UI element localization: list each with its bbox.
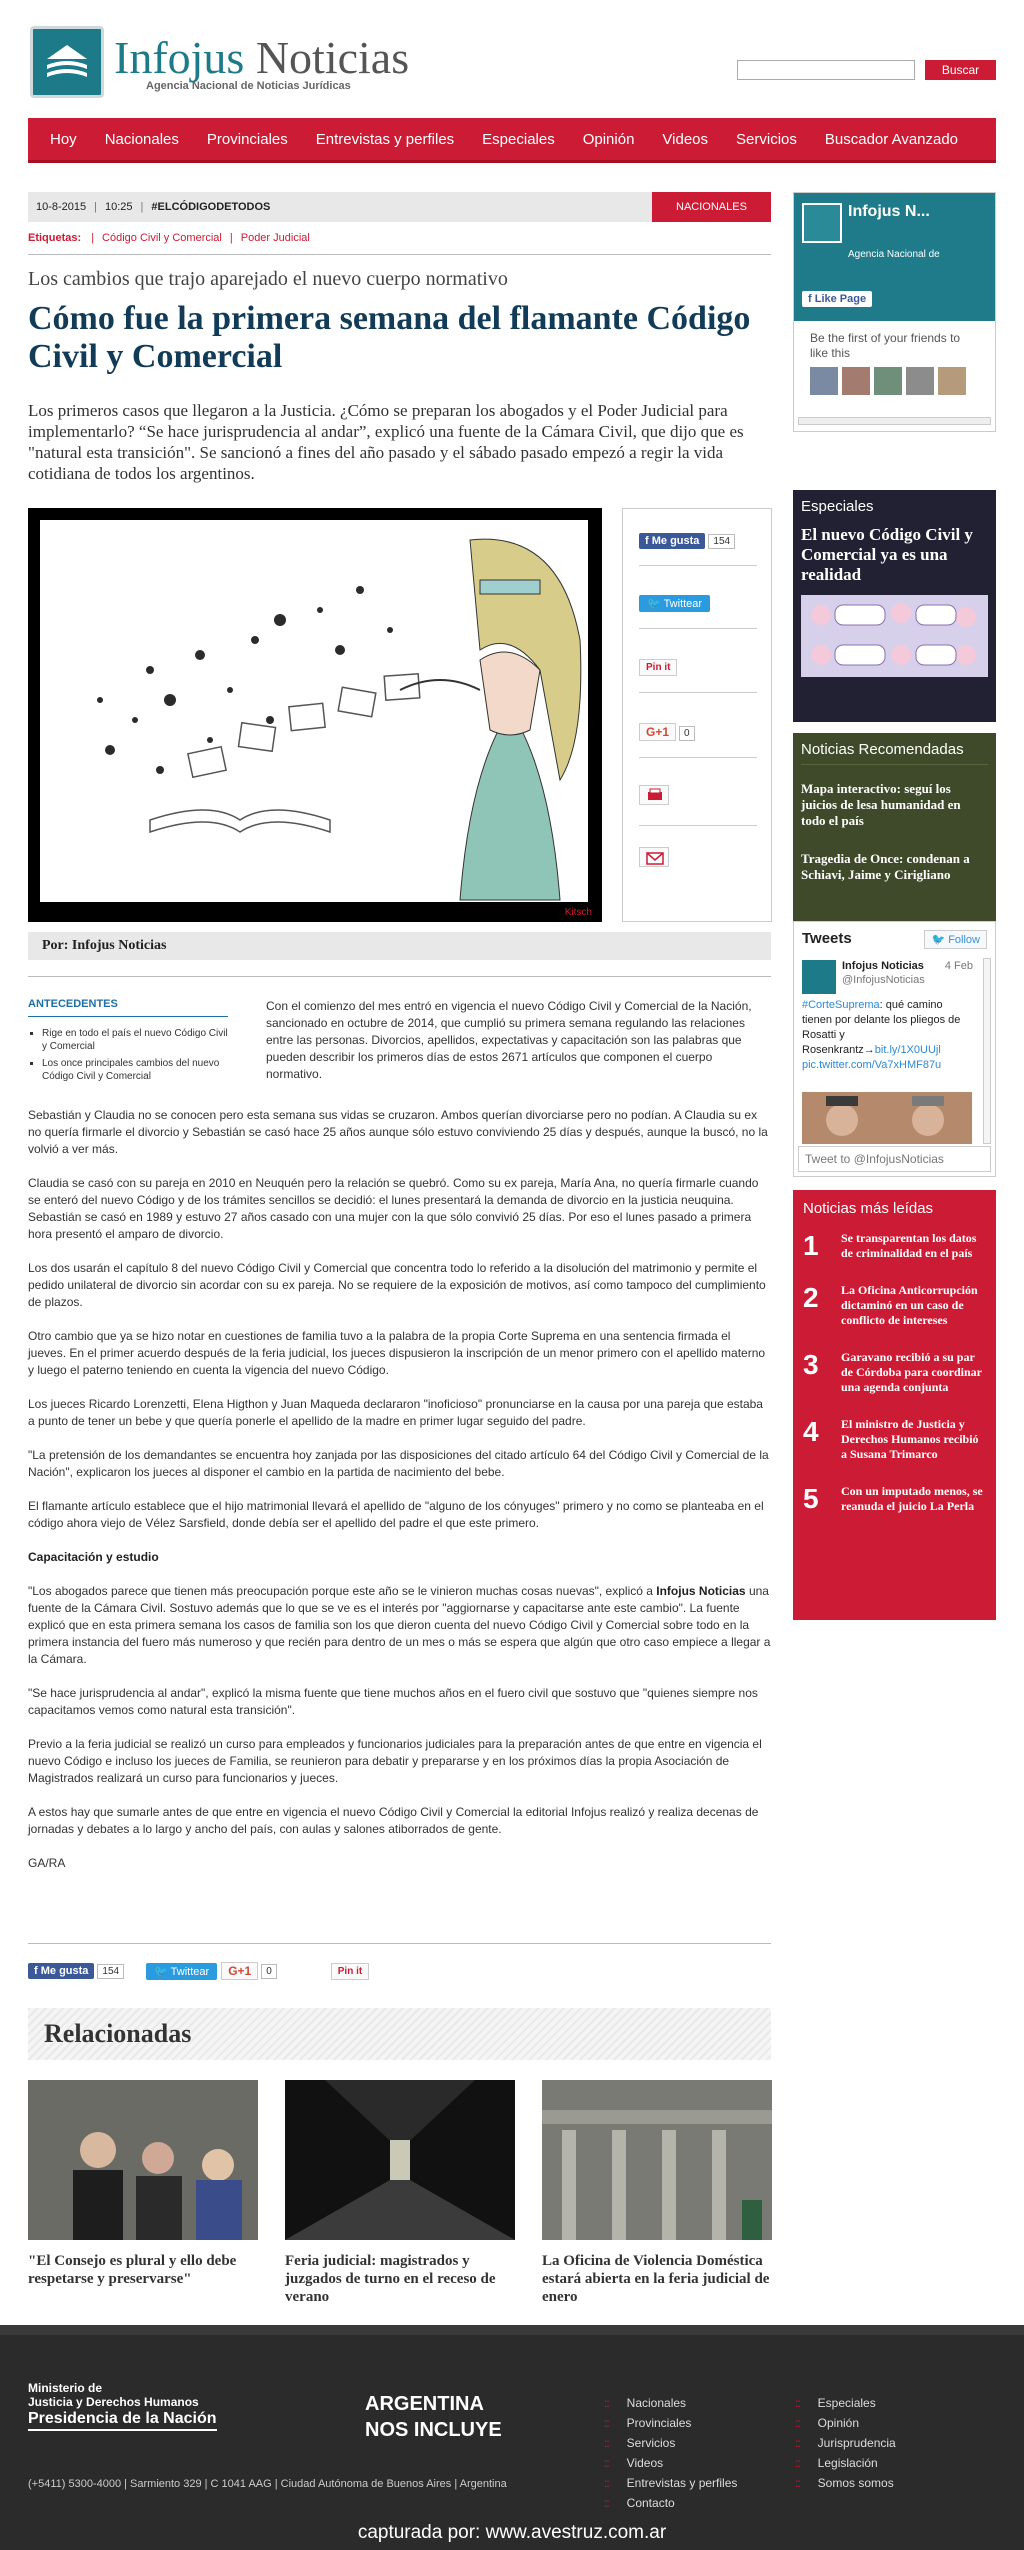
paragraph: "La pretensión de los demandantes se encuentra hoy zanjada por las disposiciones del citado artículo 64 del Código Civil y Comercial de la Nación", explicaron los jueces al disponer el cambio en la partida de nacimiento del bebe. — [28, 1448, 769, 1479]
share-bottom — [28, 1962, 369, 1980]
capture-watermark: capturada por: www.avestruz.com.ar — [357, 2522, 667, 2543]
tweet-link[interactable]: bit.ly/1X0UUjl — [874, 1044, 941, 1056]
tweet-pic-link[interactable]: pic.twitter.com/Va7xHMF87u — [802, 1059, 942, 1071]
related-item[interactable] — [285, 2080, 515, 2306]
facebook-like-page-button[interactable]: f Like Page — [802, 291, 872, 307]
tweet-button[interactable]: 🐦 Twittear — [146, 1963, 217, 1980]
article-kicker: Los cambios que trajo aparejado el nuevo cuerpo normativo — [28, 268, 508, 290]
footer-link[interactable]: :: Legislación — [795, 2453, 896, 2473]
tags-label: Etiquetas: — [28, 232, 82, 244]
google-plus-button[interactable]: G+1 — [221, 1962, 258, 1980]
especiales-headline[interactable]: El nuevo Código Civil y Comercial ya es una realidad — [801, 525, 973, 584]
mas-leida-item[interactable] — [803, 1350, 986, 1395]
recomendada-link[interactable]: Tragedia de Once: condenan a Schiavi, Jaime y Cirigliano — [801, 851, 970, 882]
byline: Por: Infojus Noticias — [28, 932, 771, 960]
footer-link[interactable]: :: Especiales — [795, 2393, 896, 2413]
mas-leida-link[interactable]: Garavano recibió a su par de Córdoba para coordinar una agenda conjunta — [841, 1350, 982, 1394]
logo-wordmark[interactable]: Infojus Noticias — [114, 32, 410, 83]
rank-number: 1 — [803, 1230, 819, 1261]
search-button[interactable]: Buscar — [925, 60, 996, 80]
footer-link[interactable]: :: Provinciales — [604, 2413, 737, 2433]
recomendadas-box — [793, 733, 996, 933]
footer-link[interactable]: :: Videos — [604, 2453, 737, 2473]
search-input[interactable] — [737, 60, 915, 80]
avatar — [842, 367, 870, 395]
facebook-icon: f — [645, 535, 649, 547]
twitter-widget — [793, 921, 996, 1177]
rank-number: 2 — [803, 1282, 819, 1313]
footer-address: (+5411) 5300-4000 | Sarmiento 329 | C 1041 AAG | Ciudad Autónoma de Buenos Aires | Argentina — [28, 2478, 507, 2490]
tweet-image[interactable] — [802, 1092, 972, 1144]
twitter-icon: 🐦 — [647, 598, 661, 610]
photo-credit: Kitsch — [564, 907, 592, 918]
avatar — [938, 367, 966, 395]
argentina-logo: ARGENTINA NOS INCLUYE — [365, 2393, 502, 2441]
facebook-icon: f — [34, 1965, 38, 1977]
tweet-to-input[interactable]: Tweet to @InfojusNoticias — [798, 1146, 991, 1172]
related-item[interactable] — [28, 2080, 258, 2288]
related-item[interactable] — [542, 2080, 772, 2306]
facebook-friends-text: Be the first of your friends to like this — [810, 331, 961, 360]
footer-link[interactable]: :: Entrevistas y perfiles — [604, 2473, 737, 2493]
like-count: 154 — [97, 1964, 124, 1979]
divider — [28, 1943, 771, 1944]
paragraph: "Se hace jurisprudencia al andar", explicó la misma fuente que tiene muchos años en el fuero civil que sostuvo que "quienes siempre nos capacitamos vemos como natural esta transición". — [28, 1686, 758, 1717]
tags-row: Etiquetas: | Código Civil y Comercial | Poder Judicial — [28, 232, 310, 244]
nav-item-hoy[interactable]: Hoy — [50, 130, 77, 148]
avatar — [874, 367, 902, 395]
rank-number: 3 — [803, 1349, 819, 1380]
related-title: Relacionadas — [28, 2008, 771, 2060]
paragraph: El flamante artículo establece que el hijo matrimonial llevará el apellido de "alguno de los cónyuges" primero y no como se planteaba en el código ahora viejo de Vélez Sarsfield, donde debía ser el apellido del padre el que este primero. — [28, 1499, 764, 1530]
plus-count: 0 — [679, 726, 695, 741]
pinterest-button[interactable]: Pin it — [331, 1963, 369, 1980]
article-hashtag[interactable]: #ELCÓDIGODETODOS — [151, 201, 271, 213]
article-date: 10-8-2015 — [36, 201, 87, 213]
twitter-icon: 🐦 — [931, 934, 946, 946]
paragraph: Los jueces Ricardo Lorenzetti, Elena Higthon y Juan Maqueda declararon "inoficioso" pronunciarse en la causa por una pareja que estaba a punto de tener un bebe y que quería ponerle el apellido de la madre en primer lugar seguido del padre. — [28, 1397, 763, 1428]
share-panel — [622, 508, 772, 922]
nav-item-provinciales[interactable]: Provinciales — [206, 130, 288, 148]
facebook-friends-avatars — [794, 361, 995, 401]
mas-leida-link[interactable]: Con un imputado menos, se reanuda el juicio La Perla — [841, 1484, 983, 1513]
related-photo[interactable] — [542, 2080, 772, 2240]
footer-link[interactable]: :: Nacionales — [604, 2393, 737, 2413]
related-headline[interactable]: La Oficina de Violencia Doméstica estará abierta en la feria judicial de enero — [542, 2253, 770, 2305]
like-count: 154 — [708, 534, 735, 549]
recomendadas-title: Noticias Recomendadas — [801, 741, 988, 765]
nav-item-opinion[interactable]: Opinión — [582, 130, 635, 148]
paragraph: Otro cambio que ya se hizo notar en cuestiones de familia tuvo a la palabra de la propia Corte Suprema en una sentencia firmada el jueves. En el primer acuerdo después de la feria judicial, los jueces dispusieron la inscripción de un menor primero con el apellido materno y luego el paterno teniendo en cuenta la vigencia del nuevo Código. — [28, 1329, 766, 1377]
subhead: Capacitación y estudio — [28, 1550, 159, 1564]
footer-link[interactable]: :: Jurisprudencia — [795, 2433, 896, 2453]
ministerio-logo[interactable]: Ministerio de Justicia y Derechos Humanos Presidencia de la Nación — [28, 2381, 217, 2431]
tag-link[interactable]: Código Civil y Comercial — [102, 232, 222, 244]
paragraph: "Los abogados parece que tienen más preocupación porque este año se le vinieron muchas cosas nuevas", explicó a Infojus Noticias una fuente de la Cámara Civil. Sostuvo además que lo que se ve es el interés por "aggiornarse y capacitarse ante este cambio". La fuente explicó que en esta primera semana los casos de familia son los que dieron cuenta del nuevo Código Civil y Comercial sobre todo en la primera instancia del fuero más numeroso y que recién para dentro de un mes o más se espera que algún que otro caso empiece a llegar a la Cámara. — [28, 1584, 771, 1666]
section-badge[interactable]: NACIONALES — [652, 192, 771, 222]
related-photo[interactable] — [285, 2080, 515, 2240]
nav-item-buscador[interactable]: Buscador Avanzado — [824, 130, 959, 148]
rank-number: 4 — [803, 1416, 819, 1447]
facebook-like-button[interactable]: f Me gusta — [639, 533, 705, 549]
related-headline[interactable]: Feria judicial: magistrados y juzgados de turno en el receso de verano — [285, 2253, 496, 2305]
footer-link[interactable]: :: Opinión — [795, 2413, 896, 2433]
nav-item-nacionales[interactable]: Nacionales — [104, 130, 179, 148]
paragraph: Claudia se casó con su pareja en 2010 en Neuquén pero la relación se quebró. Como su ex pareja, María Ana, no quería firmarle cuando se enteró del nuevo Código y de los trámites sencillos se decidió: el lunes presentará la demanda de divorcio en la justicia neuquina. Sebastián se casó en 1989 y estuvo 27 años casado con una mujer con la que sólo convivió 25 días. Por eso el lunes pasado a primera hora presentó el amparo de divorcio. — [28, 1176, 759, 1241]
article-body — [28, 1107, 771, 1889]
nav-item-videos[interactable]: Videos — [662, 130, 709, 148]
article-intro: Con el comienzo del mes entró en vigencia el nuevo Código Civil y Comercial de la Nación, sancionado en octubre de 2014, que cumplió su primera semana regulando las relaciones entre las personas. Divorcios, apellidos, expectativas y capacitación son las palabras que pueden describir los primeros días de estos 2671 artículos que componen el cuerpo normativo. — [266, 999, 752, 1081]
related-headline[interactable]: "El Consejo es plural y ello debe respetarse y preservarse" — [28, 2253, 237, 2287]
article-time: 10:25 — [105, 201, 133, 213]
mas-leida-link[interactable]: Se transparentan los datos de criminalidad en el país — [841, 1231, 977, 1260]
footer-link[interactable]: :: Somos somos — [795, 2473, 896, 2493]
footer-link[interactable]: :: Contacto — [604, 2493, 737, 2513]
horizontal-scrollbar[interactable] — [798, 417, 991, 425]
site-header — [28, 0, 996, 118]
facebook-icon: f — [808, 293, 812, 305]
print-icon[interactable] — [639, 785, 669, 805]
plus-count: 0 — [261, 1964, 277, 1979]
mas-leida-item[interactable] — [803, 1231, 986, 1261]
antecedentes-title: ANTECEDENTES — [28, 998, 228, 1017]
footer-links-2 — [795, 2393, 896, 2493]
mas-leida-item[interactable] — [803, 1484, 986, 1514]
especiales-title: Especiales — [801, 498, 874, 515]
paragraph: Los dos usarán el capítulo 8 del nuevo Código Civil y Comercial que concentra todo lo referido a la disolución del matrimonio y permite el pedido unilateral de divorcio sin acordar con su ex pareja. No se requiere de la exposición de motivos, así como tampoco del cumplimiento de plazos. — [28, 1261, 766, 1309]
vertical-scrollbar[interactable] — [983, 958, 991, 1144]
mas-leidas-box — [793, 1190, 996, 1620]
footer-links-1 — [604, 2393, 737, 2513]
paragraph: Previo a la feria judicial se realizó un curso para empleados y funcionarios judiciales para la preparación antes de que entre en vigencia el nuevo Código e incluso los jueces de Familia, se reunieron para debatir y prepararse y en los próximos días la propia Asociación de Magistrados realizará un curso para funcionarios y jueces. — [28, 1737, 762, 1785]
facebook-like-button[interactable]: f Me gusta — [28, 1963, 94, 1979]
footer-link[interactable]: :: Servicios — [604, 2433, 737, 2453]
antecedentes-box — [28, 998, 228, 1087]
facebook-page-name[interactable]: Infojus N... — [848, 203, 930, 220]
logo-subtitle: Agencia Nacional de Noticias Jurídicas — [146, 80, 351, 92]
avatar — [906, 367, 934, 395]
tweet-date[interactable]: 4 Feb — [944, 960, 973, 972]
article-photo[interactable] — [28, 508, 602, 922]
paragraph: A estos hay que sumarle antes de que entre en vigencia el nuevo Código Civil y Comercial la editorial Infojus realizó y realiza decenas de jornadas y debates a lo largo y ancho del país, con aulas y salones atiborrados de gente. — [28, 1805, 759, 1836]
paragraph: GA/RA — [28, 1856, 66, 1870]
tweets-title: Tweets — [802, 930, 852, 947]
tweet-button[interactable]: 🐦 Twittear — [639, 595, 710, 612]
facebook-widget — [793, 192, 996, 432]
article-meta: 10-8-2015 | 10:25 | #ELCÓDIGODETODOS — [28, 192, 771, 222]
tag-link[interactable]: Poder Judicial — [240, 232, 310, 244]
mas-leidas-title: Noticias más leídas — [803, 1200, 934, 1217]
nav-item-entrevistas[interactable]: Entrevistas y perfiles — [315, 130, 455, 148]
rank-number: 5 — [803, 1483, 819, 1514]
mas-leida-link[interactable]: La Oficina Anticorrupción dictaminó en un caso de conflicto de intereses — [841, 1283, 978, 1327]
facebook-page-sub: Agencia Nacional de — [848, 249, 940, 260]
tweet-hashtag[interactable]: #CorteSuprema — [802, 999, 880, 1011]
recomendada-link[interactable]: Mapa interactivo: seguí los juicios de lesa humanidad en todo el país — [801, 781, 961, 828]
article-lead: Los primeros casos que llegaron a la Justicia. ¿Cómo se preparan los abogados y el Poder Judicial para implementarlo? “Se hace jurisprudencia al andar”, explicó una fuente de la Cámara Civil, que dijo que es "natural esta transición". Se sancionó a fines del año pasado y el sábado pasado empezó a regir la vida cotidiana de todos los argentinos. — [28, 401, 744, 483]
google-plus-button[interactable]: G+1 — [639, 723, 676, 741]
facebook-cover[interactable] — [794, 193, 995, 321]
twitter-follow-button[interactable]: 🐦 Follow — [924, 930, 987, 949]
especiales-image[interactable] — [801, 595, 988, 677]
paragraph: Sebastián y Claudia no se conocen pero esta semana sus vidas se cruzaron. Ambos querían divorciarse pero no podían. A Claudia su ex no quería firmarle el divorcio y Sebastián se casó hace 25 años aunque sólo estuvo conviviendo 25 días y después, aunque la buscó, no la volvió a ver más. — [28, 1108, 768, 1156]
nav-item-servicios[interactable]: Servicios — [736, 130, 797, 148]
illustration — [40, 520, 588, 902]
site-footer — [0, 2325, 1024, 2550]
mas-leida-item[interactable] — [803, 1417, 986, 1462]
email-icon[interactable] — [639, 847, 669, 867]
divider — [28, 976, 771, 977]
divider — [28, 254, 771, 255]
tweet-text: #CorteSuprema: qué camino tienen por delante los pliegos de Rosatti y Rosenkrantz→bit.ly/1X0UUjl pic.twitter.com/Va7xHMF87u — [802, 999, 961, 1071]
tweet-user[interactable]: Infojus Noticias — [842, 960, 924, 972]
tweet-handle[interactable]: @InfojusNoticias — [842, 974, 925, 986]
twitter-icon: 🐦 — [154, 1965, 168, 1978]
main-nav — [28, 118, 996, 163]
antecedente-link[interactable]: ▪ Los once principales cambios del nuevo Código Civil y Comercial — [42, 1057, 228, 1083]
especiales-box[interactable] — [793, 490, 996, 722]
mas-leida-item[interactable] — [803, 1283, 986, 1328]
pinterest-button[interactable]: Pin it — [639, 659, 677, 676]
logo-icon[interactable] — [30, 26, 104, 98]
nav-item-especiales[interactable]: Especiales — [482, 130, 555, 148]
avatar — [810, 367, 838, 395]
avatar[interactable] — [802, 960, 836, 994]
antecedente-link[interactable]: ▪ Rige en todo el país el nuevo Código Civil y Comercial — [42, 1027, 228, 1053]
mas-leida-link[interactable]: El ministro de Justicia y Derechos Humanos recibió a Susana Trimarco — [841, 1417, 979, 1461]
article-title: Cómo fue la primera semana del flamante Código Civil y Comercial — [28, 300, 751, 375]
related-photo[interactable] — [28, 2080, 258, 2240]
